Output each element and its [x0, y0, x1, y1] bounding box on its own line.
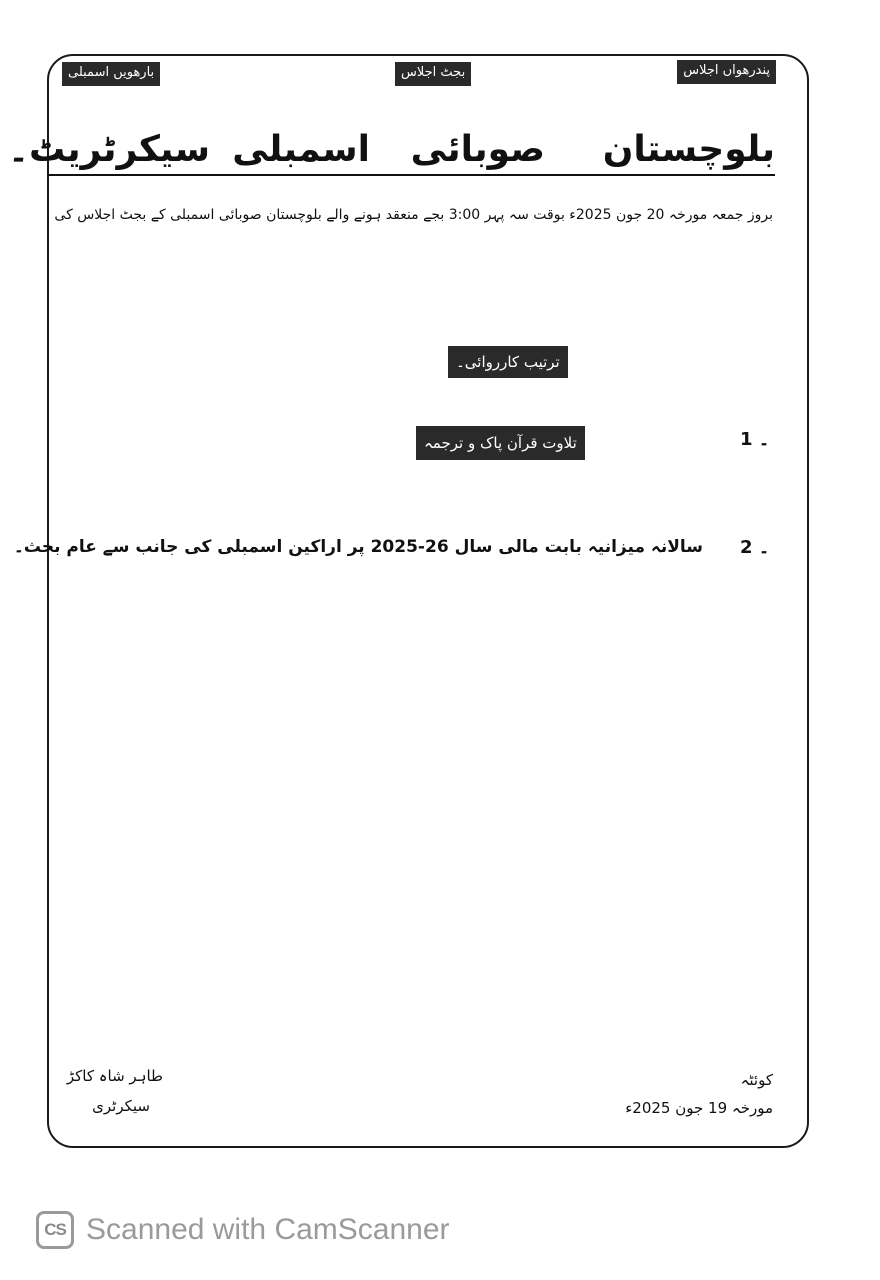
title-underline [47, 174, 775, 176]
title-word-provincial: صوبائی [410, 129, 545, 170]
camscanner-logo-icon: CS [36, 1211, 74, 1249]
place-name: کوئٹہ [740, 1071, 773, 1089]
session-number-badge: پندرھواں اجلاس [677, 60, 776, 84]
title-word-assembly: اسمبلی [232, 129, 370, 170]
signing-date: مورخہ 19 جون 2025ء [625, 1099, 773, 1117]
title-word-balochistan: بلوچستان [602, 129, 775, 170]
camscanner-watermark [36, 1210, 450, 1250]
camscanner-text: Scanned with CamScanner [86, 1213, 450, 1246]
title-word-secretariat: سیکرٹریٹ۔ [7, 129, 210, 170]
agenda-item-1-text: تلاوت قرآن پاک و ترجمہ [416, 426, 585, 460]
assembly-number-badge: بارھویں اسمبلی [62, 62, 160, 86]
intro-text: بروز جمعہ مورخہ 20 جون 2025ء بوقت سہ پہر 3:00 بجے منعقد ہونے والے بلوچستان صوبائی اسمبلی کے بجٹ اجلاس کی [54, 207, 773, 223]
agenda-item-2-text: سالانہ میزانیہ بابت مالی سال 26-2025 پر اراکین اسمبلی کی جانب سے عام بحث۔ [13, 537, 703, 557]
budget-session-badge: بجٹ اجلاس [395, 62, 471, 86]
agenda-item-1-number: 1 ۔ [740, 429, 770, 450]
agenda-item-2-number: 2 ۔ [740, 537, 770, 558]
signatory-name: طاہر شاہ کاکڑ [66, 1067, 163, 1085]
agenda-heading: ترتیب کارروائی۔ [448, 346, 568, 378]
signatory-title: سیکرٹری [92, 1097, 150, 1115]
